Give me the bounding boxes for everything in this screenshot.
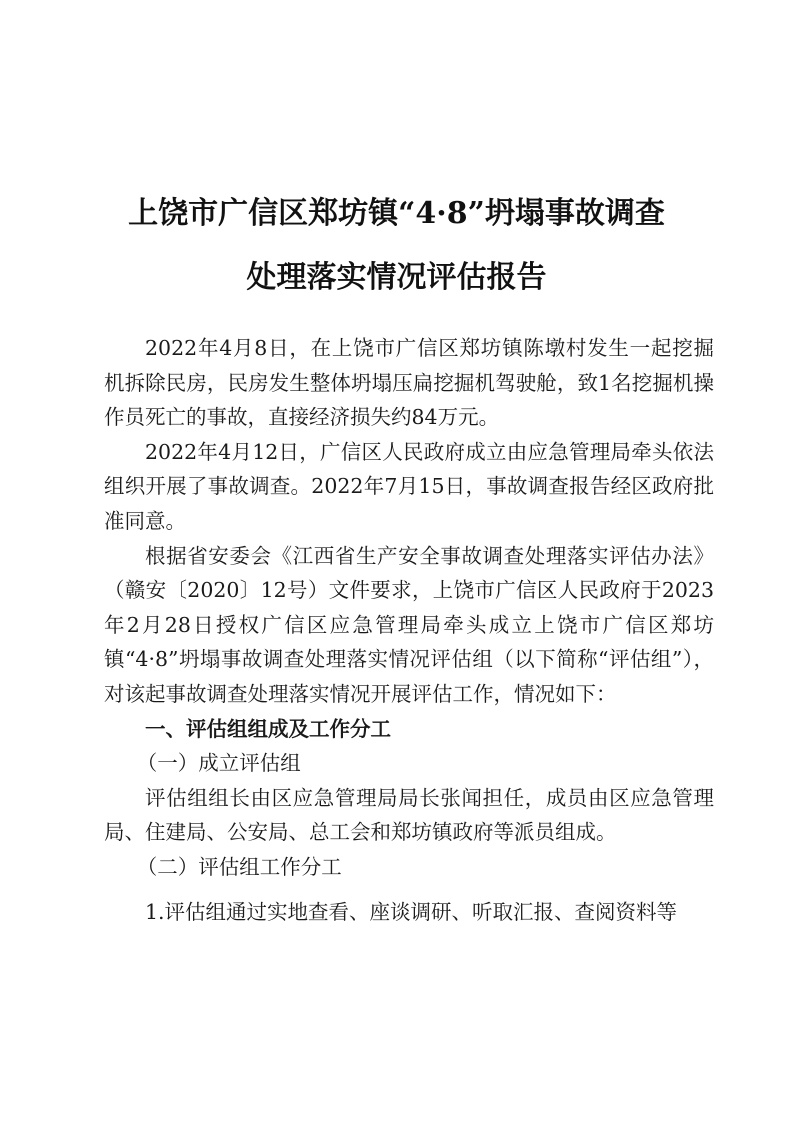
subsection-heading-2: （二）评估组工作分工 bbox=[136, 854, 342, 879]
document-body bbox=[104, 331, 714, 929]
spacer bbox=[104, 885, 714, 895]
paragraph-team-composition: 评估组组长由区应急管理局局长张闻担任，成员由区应急管理局、住建局、公安局、总工会和郑坊镇政府等派员组成。 bbox=[104, 785, 714, 845]
section-heading-1: 一、评估组组成及工作分工 bbox=[145, 716, 391, 741]
subsection-heading-1: （一）成立评估组 bbox=[136, 751, 301, 776]
paragraph-investigation: 2022年4月12日，广信区人民政府成立由应急管理局牵头依法组织开展了事故调查。2022年7月15日，事故调查报告经区政府批准同意。 bbox=[104, 439, 714, 533]
paragraph-evaluation-basis: 根据省安委会《江西省生产安全事故调查处理落实评估办法》（赣安〔2020〕12号）文件要求，上饶市广信区人民政府于2023年2月28日授权广信区应急管理局牵头成立上饶市广信区郑坊镇“4·8”坍塌事故调查处理落实情况评估组（以下简称“评估组”），对该起事故调查处理落实情况开展评估工作，情况如下： bbox=[104, 543, 714, 706]
document-title-line-2: 处理落实情况评估报告 bbox=[246, 260, 547, 295]
paragraph-incident-summary: 2022年4月8日，在上饶市广信区郑坊镇陈墩村发生一起挖掘机拆除民房，民房发生整体坍塌压扁挖掘机驾驶舱，致1名挖掘机操作员死亡的事故，直接经济损失约84万元。 bbox=[104, 336, 714, 430]
document-title-line-1: 上饶市广信区郑坊镇“4·8”坍塌事故调查 bbox=[128, 196, 665, 231]
paragraph-item-1: 1.评估组通过实地查看、座谈调研、听取汇报、查阅资料等 bbox=[145, 899, 678, 924]
